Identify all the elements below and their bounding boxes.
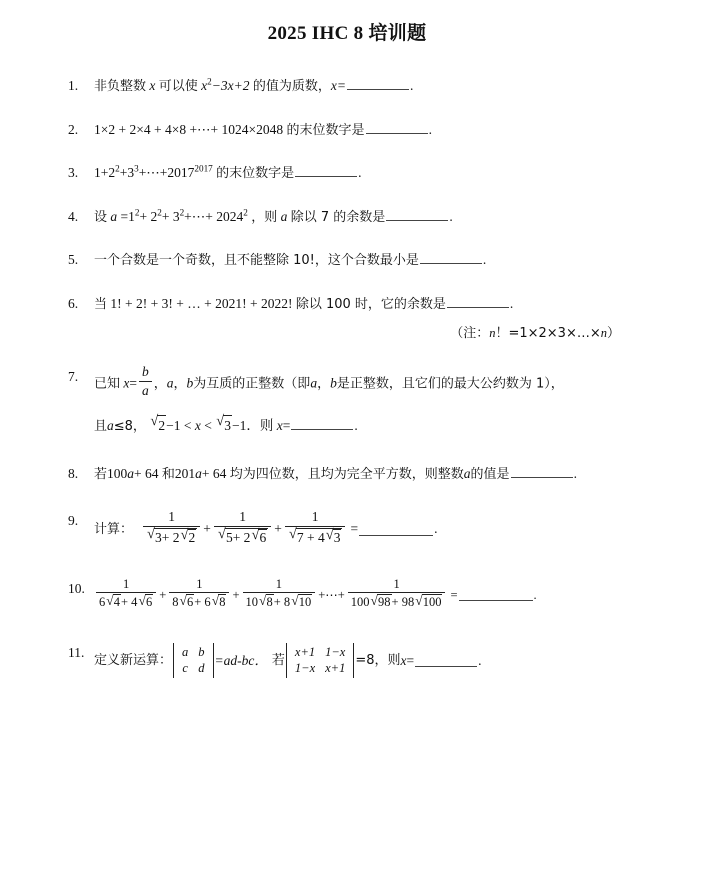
radicand: 10 [298,595,312,610]
problem-number: 2. [68,121,79,137]
problem-7-b1: b [186,374,194,390]
problem-3-sup2: 3 [134,163,139,174]
problem-4-sup4: 2 [243,207,248,217]
problem-body [94,578,626,612]
problem-4-lead: 设 [94,209,108,225]
answer-blank[interactable] [291,418,353,430]
radicand-coef: 7 + 4 [296,529,325,545]
problem-8-mid: 和 [161,466,175,482]
problem-number: 10. [68,580,85,596]
radicand: 8 [266,595,273,610]
problem-3-term2: +3 [119,165,135,180]
radicand: 8 [219,595,226,610]
problem-item-8 [68,463,626,485]
problem-3-term3: +⋯+2017 [138,165,195,180]
problem-7-x2: x [276,418,283,434]
coefficient: 6 [99,595,106,610]
problem-11-ruo: 若 [271,653,285,669]
problem-6-expression: 1! + 2! + 3! + … + 2021! + 2022! [110,295,293,311]
det2-cell-21: 1−x [294,661,316,676]
problem-4-sup2: 2 [157,207,162,217]
fraction-numerator: 1 [214,509,271,527]
problem-7-text5: 是正整数，且它们的最大公约数为 1）， [336,375,564,391]
radical-sign: √ [251,526,260,543]
fraction-term-3 [285,509,346,546]
problem-item-2 [68,119,626,141]
fraction-term-1 [143,509,200,546]
radicand-coef: 5+ 2 [225,529,251,545]
problem-item-11 [68,642,626,679]
sqrt-icon [415,594,442,610]
problem-11-ask: = [406,653,415,669]
problem-number: 11. [68,645,85,661]
problem-5-body: 一个合数是一个奇数，且不能整除 10!，这个合数最小是 [94,253,419,268]
sqrt-icon [180,594,195,610]
note-close: ） [606,326,620,341]
radical-sign: √ [179,592,187,608]
fraction-denominator [348,593,446,610]
plus-sign: + [274,521,282,537]
problem-8-period: . [573,465,577,481]
page-title: 2025 IHC 8 培训题 [267,23,427,44]
problem-7-t2: < [204,418,212,434]
problem-number: 6. [68,295,79,311]
problem-7-variable: x [123,374,130,390]
problem-3-sup3: 2017 [194,163,213,174]
coefficient: 8 [172,595,179,610]
problem-8-a2: a [195,465,202,481]
problem-4-term4: +⋯+ 2024 [184,208,244,224]
problem-number: 5. [68,252,79,267]
fraction-numerator: 1 [96,577,156,593]
problem-item-4 [68,206,626,228]
radicand: 3 [333,529,341,545]
sqrt-icon [216,415,232,436]
problem-4-sup1: 2 [134,207,140,217]
problem-item-10 [68,578,626,612]
problem-1-expr-rest: −3x+2 [211,78,250,93]
problem-7-t1: −1 < [166,418,192,434]
fraction-term-3 [243,577,316,610]
radicand: 2 [188,529,196,545]
problem-list [68,75,626,679]
problem-5-period: . [482,252,487,267]
fraction-term-last [348,577,446,610]
problem-11-eq1: =ad-bc． [214,653,268,669]
fraction-denominator [169,593,229,610]
problem-6-tail: 除以 100 时，它的余数是 [295,296,446,312]
radicand [225,528,268,546]
radicand: 3 [223,415,232,436]
radical-sign: √ [150,413,159,430]
answer-blank[interactable] [347,78,409,90]
problem-3-sup1: 2 [115,163,120,174]
radical-sign: √ [291,592,299,608]
problem-number: 8. [68,465,79,481]
problem-number: 4. [68,208,79,224]
operator: + 98 [391,595,415,610]
sqrt-icon [147,525,197,546]
answer-blank[interactable] [447,295,509,307]
problem-7-x: x [194,418,201,434]
problem-4-term3: + 3 [161,208,180,224]
coefficient: 100 [350,595,370,610]
problem-number: 7. [68,368,79,384]
problem-2-expression: 1×2 + 2×4 + 4×8 +⋯+ 1024×2048 [94,121,284,137]
problem-4-sup3: 2 [179,207,185,217]
sqrt-icon [291,594,312,610]
determinant-abcd [173,643,214,679]
sqrt-icon [212,594,227,610]
plus-sign: + [159,588,167,603]
radical-sign: √ [288,525,297,542]
problem-11-x: x [400,653,407,669]
problem-9-period: . [434,521,438,537]
problem-item-5 [68,249,626,271]
problem-8-e3: 201 [174,465,196,481]
problem-7-sep1: ， [153,375,167,391]
problem-1-lead: 非负整数 [94,79,147,94]
problem-7-sep2: ， [173,375,187,391]
problem-4-mid: ，则 [251,209,278,225]
document-page [0,12,704,873]
answer-blank[interactable] [415,655,477,667]
sqrt-icon [217,525,268,546]
radicand: 6 [259,529,267,545]
problem-7-sep3: ， [317,375,331,391]
problem-11-eq2: =8，则 [355,653,401,669]
radical-sign: √ [180,526,189,543]
problem-6-period: . [509,295,514,311]
problem-4-tail: 除以 7 的余数是 [290,209,386,225]
ellipsis-operator: +⋯+ [318,588,345,603]
radicand: 100 [422,595,442,610]
problem-item-9 [68,510,626,548]
equals-sign: = [350,521,359,537]
problem-7-a1: a [166,374,174,390]
radical-sign: √ [217,525,226,542]
problem-1-ask: x= [330,78,346,93]
operator: + 6 [194,595,211,610]
problem-body [94,366,626,437]
det1-cell-c: c [182,661,188,676]
problem-8-a3: a [463,465,471,481]
answer-blank[interactable] [511,465,573,477]
problem-body [94,463,626,485]
answer-blank[interactable] [366,121,428,133]
radicand: 6 [145,595,153,610]
note-var: n [489,326,496,340]
radical-sign: √ [106,592,114,608]
det1-cell-b: b [198,644,205,659]
problem-7-lead: 已知 [94,375,121,391]
sqrt-icon [325,526,342,546]
problem-7-text3: 为互质的正整数（即 [193,375,311,391]
problem-1-expr-exponent: 2 [207,76,212,87]
sqrt-icon [150,415,166,436]
problem-item-3 [68,162,626,184]
radical-sign: √ [138,592,146,608]
fraction-term-1 [96,577,156,610]
operator: + 8 [273,595,291,610]
problem-3-term1: 1+2 [94,165,116,180]
answer-blank[interactable] [420,252,482,264]
operator: + 4 [121,595,138,610]
problem-1-mid: 可以使 [158,79,198,94]
det2-cell-22: x+1 [325,661,346,676]
fraction-numerator: 1 [348,577,446,593]
problem-item-1 [68,75,626,97]
problem-7-le: ≤8， [113,419,146,435]
problem-4-eq: =1 [120,208,135,224]
radical-sign: √ [415,592,423,608]
problem-number: 3. [68,165,79,180]
problem-body [94,642,626,679]
fraction-numerator: 1 [143,509,200,527]
answer-blank[interactable] [459,590,533,602]
problem-body [94,206,626,228]
problem-item-7 [68,366,626,437]
determinant-row [290,660,350,677]
problem-7-b2: b [330,374,337,390]
problem-body [94,293,626,344]
determinant-x-expression [286,643,354,679]
problem-8-t1: 均为四位数，且均为完全平方数，则整数 [229,466,464,482]
radicand: 2 [157,415,166,436]
sqrt-icon [371,594,392,610]
det1-cell-d: d [198,661,205,676]
radicand [296,528,343,546]
problem-6-note [94,324,626,344]
note-open: （注： [450,326,490,341]
note-body: ！=1×2×3×…× [495,326,601,341]
problem-body [94,162,626,184]
plus-sign: + [232,588,240,603]
problem-1-period: . [409,78,414,93]
problem-8-a1: a [127,465,135,481]
problem-11-label: 定义新运算： [94,653,173,669]
fraction-numerator: b [139,364,152,382]
fraction-numerator: 1 [243,577,316,593]
sqrt-icon [138,594,153,610]
fraction-denominator [96,593,156,610]
problem-7-eq: = [129,374,138,390]
problem-9-label: 计算： [94,521,134,537]
radicand-coef: 3+ 2 [155,529,180,545]
radicand: 98 [378,595,391,610]
problem-4-period: . [449,208,453,224]
problem-1-expr-base: x [201,78,208,93]
determinant-row [177,660,210,677]
answer-blank[interactable] [359,523,433,535]
radicand [154,528,197,546]
problem-4-variable: a [110,208,118,224]
problem-8-t2: 的值是 [470,466,510,482]
fraction-term-2 [169,577,229,610]
note-var2: n [600,326,607,340]
fraction-denominator: a [142,383,149,398]
sqrt-icon [259,594,274,610]
equals-sign: = [450,588,458,603]
problem-7-line2-a: a [107,418,114,434]
problem-11-period: . [478,653,482,669]
radicand: 4 [113,595,120,610]
radical-sign: √ [147,525,155,542]
radical-sign: √ [325,526,334,543]
problem-7-t3: −1．则 [231,418,274,434]
fraction-numerator: 1 [285,509,346,527]
coefficient: 10 [245,595,258,610]
problem-2-period: . [428,121,432,137]
problem-3-tail: 的末位数字是 [216,166,295,181]
plus-sign: + [203,521,211,537]
radical-sign: √ [216,413,225,430]
det2-cell-12: 1−x [325,644,346,659]
problem-4-term2: + 2 [139,208,158,224]
sqrt-icon [251,526,267,546]
problem-number: 9. [68,513,79,529]
problem-4-variable2: a [280,208,288,224]
problem-8-e1: 100 [107,465,128,481]
problem-number: 1. [68,78,79,93]
problem-1-tail: 的值为质数， [252,79,331,94]
problem-3-period: . [358,165,362,180]
fraction-term-2 [214,509,271,546]
problem-body [94,249,626,271]
fraction-denominator [143,527,200,546]
radical-sign: √ [211,592,219,608]
problem-10-period: . [533,588,537,603]
problem-item-6 [68,293,626,344]
sqrt-icon [106,594,121,610]
radicand: 6 [187,595,194,610]
problem-1-variable: x [149,78,156,93]
problem-body [94,75,626,97]
problem-2-tail: 的末位数字是 [286,122,365,138]
problem-8-lead: 若 [94,466,108,482]
det1-cell-a: a [182,644,189,659]
det2-cell-11: x+1 [294,644,316,659]
problem-8-e4: + 64 [201,465,227,481]
answer-blank[interactable] [295,165,357,177]
radical-sign: √ [259,592,267,608]
problem-8-e2: + 64 [134,465,159,481]
determinant-row [290,644,350,661]
problem-7-period: . [354,418,358,434]
problem-body [94,119,626,141]
radical-sign: √ [370,592,378,608]
problem-body [94,510,626,548]
fraction-denominator [243,593,316,610]
fraction-b-over-a [139,364,152,399]
sqrt-icon [180,526,197,546]
determinant-row [177,644,210,661]
answer-blank[interactable] [386,208,448,220]
fraction-denominator [214,527,271,546]
problem-7-line2-lead: 且 [94,419,108,435]
problem-7-a2: a [310,374,318,390]
fraction-denominator [285,527,346,546]
fraction-numerator: 1 [169,577,229,593]
problem-7-ask: = [282,418,291,434]
problem-6-lead: 当 [94,296,108,312]
sqrt-icon [288,525,343,546]
